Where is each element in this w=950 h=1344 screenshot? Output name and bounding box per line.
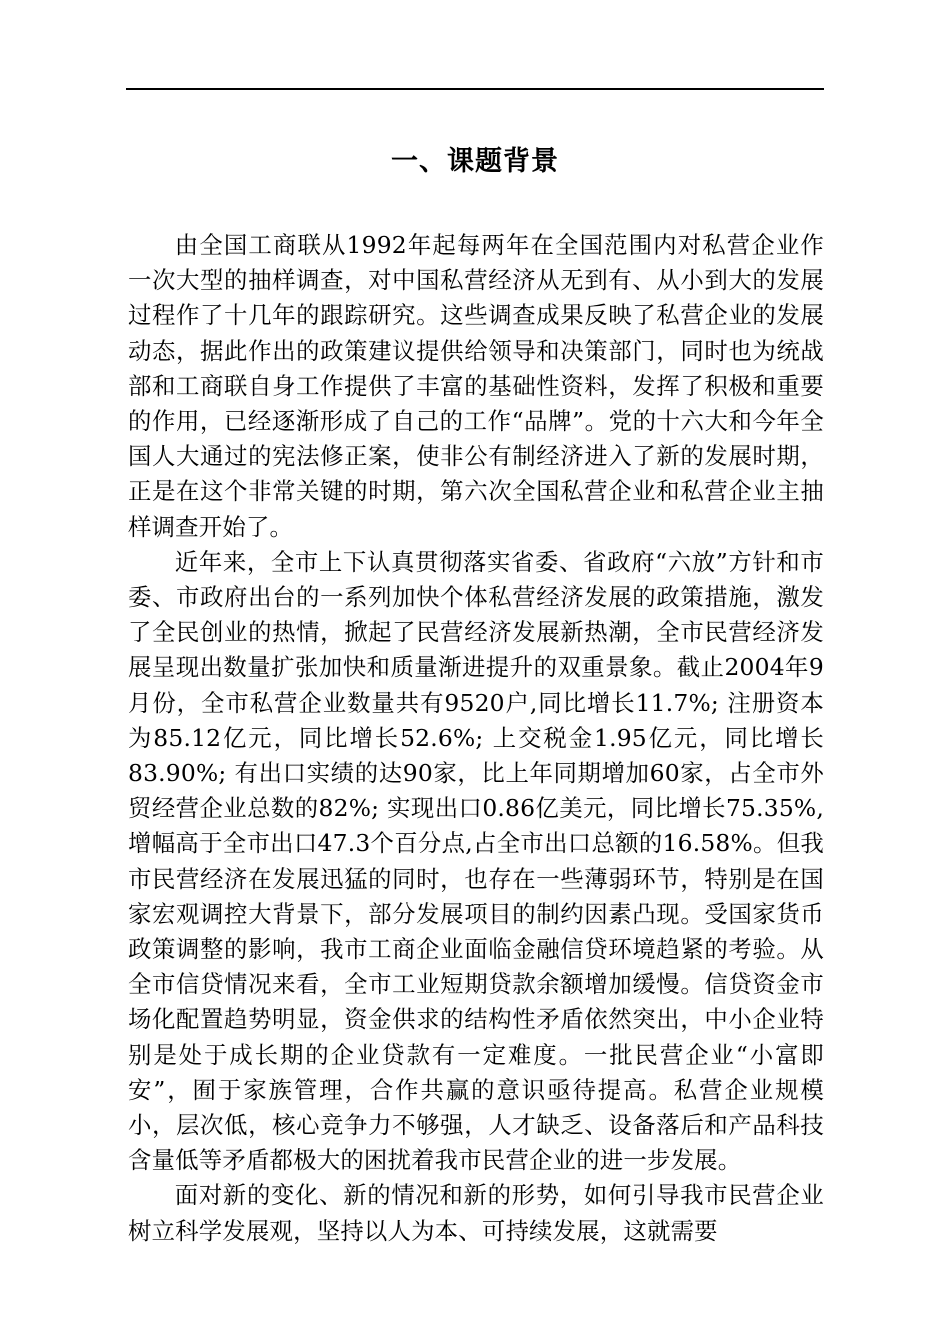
paragraph-local-economy: 近年来，全市上下认真贯彻落实省委、省政府“六放”方针和市委、市政府出台的一系列加快个体私营经济发展的政策措施，激发了全民创业的热情，掀起了民营经济发展新热潮，全市民营经济发展呈现出数量扩张加快和质量渐进提升的双重景象。截止2004年9月份，全市私营企业数量共有9520户,同比增长11.7%; 注册资本为85.12亿元，同比增长52.6%; 上交税金1.95亿元，同比增长83.90%; 有出口实绩的达90家，比上年同期增加60家，占全市外贸经营企业总数的82%; 实现出口0.86亿美元，同比增长75.35%,增幅高于全市出口47.3个百分点,占全市出口总额的16.58%。但我市民营经济在发展迅猛的同时，也存在一些薄弱环节，特别是在国家宏观调控大背景下，部分发展项目的制约因素凸现。受国家货币政策调整的影响，我市工商企业面临金融信贷环境趋紧的考验。从全市信贷情况来看，全市工业短期贷款余额增加缓慢。信贷资金市场化配置趋势明显，资金供求的结构性矛盾依然突出，中小企业特别是处于成长期的企业贷款有一定难度。一批民营企业“小富即安”，囿于家族管理，合作共赢的意识亟待提高。私营企业规模小，层次低，核心竞争力不够强，人才缺乏、设备落后和产品科技含量低等矛盾都极大的困扰着我市民营企业的进一步发展。 [128, 547, 824, 1175]
section-heading: 一、课题背景 [391, 146, 559, 177]
paragraph-new-situation: 面对新的变化、新的情况和新的形势，如何引导我市民营企业树立科学发展观，坚持以人为本、可持续发展，这就需要 [128, 1181, 824, 1245]
header-rule [126, 88, 824, 90]
body-text [128, 228, 824, 1249]
paragraph-survey-background: 由全国工商联从1992年起每两年在全国范围内对私营企业作一次大型的抽样调查，对中国私营经济从无到有、从小到大的发展过程作了十几年的跟踪研究。这些调查成果反映了私营企业的发展动态，据此作出的政策建议提供给领导和决策部门，同时也为统战部和工商联自身工作提供了丰富的基础性资料，发挥了积极和重要的作用，已经逐渐形成了自己的工作“品牌”。党的十六大和今年全国人大通过的宪法修正案，使非公有制经济进入了新的发展时期，正是在这个非常关键的时期，第六次全国私营企业和私营企业主抽样调查开始了。 [128, 231, 824, 541]
